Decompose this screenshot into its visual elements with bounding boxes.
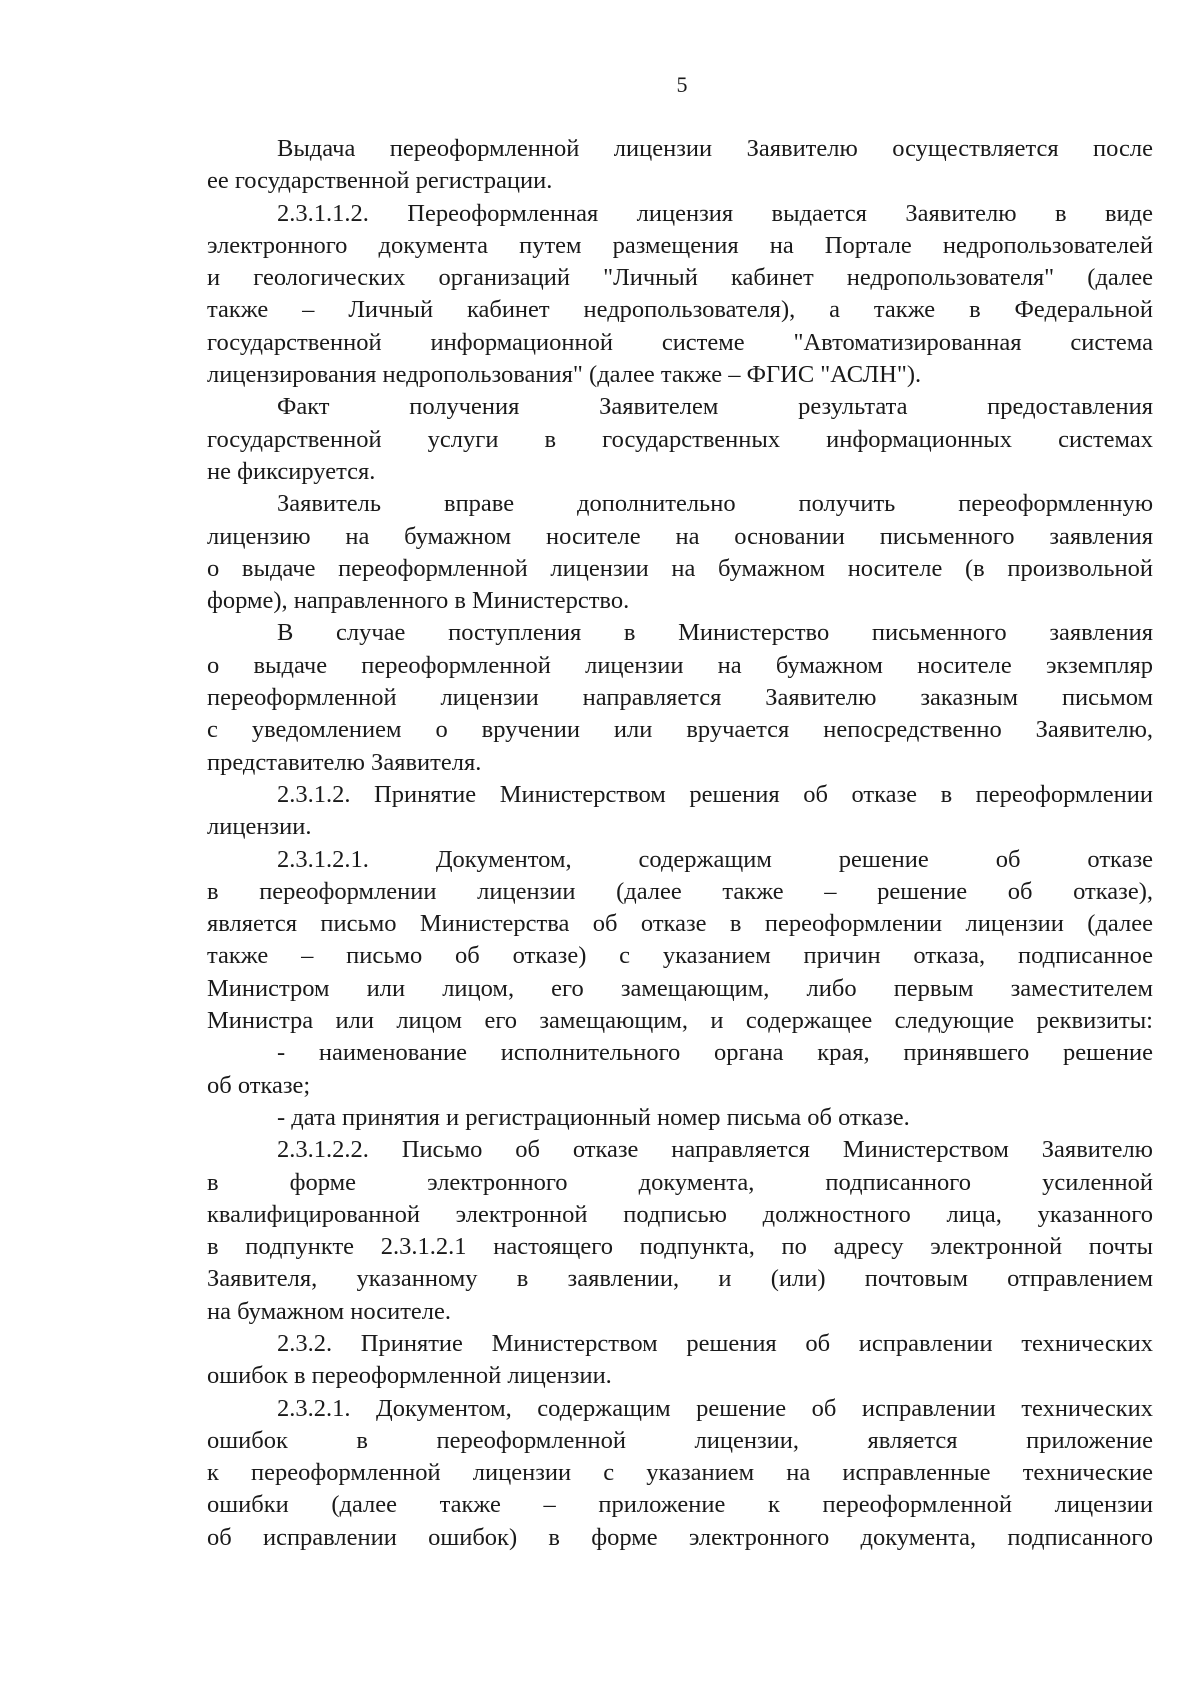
text-line: 2.3.1.2. Принятие Министерством решения об отказе в переоформлении — [277, 780, 1153, 808]
page-number: 5 — [676, 72, 688, 97]
text-line: государственной услуги в государственных информационных системах — [207, 425, 1153, 453]
text-line: форме), направленного в Министерство. — [207, 587, 630, 615]
text-line: Министра или лицом его замещающим, и содержащее следующие реквизиты: — [207, 1007, 1153, 1035]
text-line: ошибок в переоформленной лицензии. — [207, 1362, 612, 1390]
text-line: о выдаче переоформленной лицензии на бумажном носителе экземпляр — [207, 651, 1153, 679]
text-line: в подпункте 2.3.1.2.1 настоящего подпункта, по адресу электронной почты — [207, 1233, 1153, 1261]
text-line: Факт получения Заявителем результата предоставления — [277, 393, 1153, 421]
text-line: лицензирования недропользования" (далее также – ФГИС "АСЛН"). — [207, 361, 922, 389]
text-line: об отказе; — [207, 1071, 311, 1099]
text-line: также – письмо об отказе) с указанием причин отказа, подписанное — [207, 942, 1153, 970]
text-line: в форме электронного документа, подписанного усиленной — [207, 1168, 1153, 1196]
text-line: является письмо Министерства об отказе в переоформлении лицензии (далее — [207, 910, 1153, 938]
text-line: с уведомлением о вручении или вручается непосредственно Заявителю, — [207, 716, 1153, 744]
text-line: ошибок в переоформленной лицензии, является приложение — [207, 1426, 1153, 1454]
text-line: Заявителя, указанному в заявлении, и (или) почтовым отправлением — [207, 1265, 1153, 1293]
text-line: 2.3.2. Принятие Министерством решения об исправлении технических — [277, 1329, 1153, 1357]
text-line: государственной информационной системе "Автоматизированная система — [207, 328, 1153, 356]
text-line: 2.3.1.1.2. Переоформленная лицензия выдается Заявителю в виде — [277, 199, 1153, 227]
text-line: 2.3.1.2.2. Письмо об отказе направляется Министерством Заявителю — [277, 1136, 1153, 1164]
text-line: электронного документа путем размещения на Портале недропользователей — [207, 231, 1153, 259]
text-line: 2.3.2.1. Документом, содержащим решение об исправлении технических — [277, 1394, 1153, 1422]
text-line: - наименование исполнительного органа края, принявшего решение — [277, 1039, 1153, 1067]
document-body — [207, 133, 1153, 1554]
text-line: 2.3.1.2.1. Документом, содержащим решение об отказе — [277, 845, 1153, 873]
text-line: к переоформленной лицензии с указанием на исправленные технические — [207, 1459, 1153, 1487]
text-line: - дата принятия и регистрационный номер письма об отказе. — [277, 1103, 910, 1131]
text-line: также – Личный кабинет недропользователя), а также в Федеральной — [207, 296, 1153, 324]
text-line: о выдаче переоформленной лицензии на бумажном носителе (в произвольной — [207, 554, 1153, 582]
text-line: не фиксируется. — [207, 457, 376, 485]
text-line: квалифицированной электронной подписью должностного лица, указанного — [207, 1200, 1153, 1228]
text-line: В случае поступления в Министерство письменного заявления — [277, 619, 1153, 647]
text-line: ошибки (далее также – приложение к переоформленной лицензии — [207, 1491, 1153, 1519]
text-line: и геологических организаций "Личный кабинет недропользователя" (далее — [207, 264, 1153, 292]
text-line: Заявитель вправе дополнительно получить переоформленную — [277, 490, 1153, 518]
text-line: в переоформлении лицензии (далее также – решение об отказе), — [207, 877, 1153, 905]
text-line: об исправлении ошибок) в форме электронного документа, подписанного — [207, 1523, 1153, 1551]
text-line: лицензию на бумажном носителе на основании письменного заявления — [207, 522, 1153, 550]
text-line: ее государственной регистрации. — [207, 167, 553, 195]
text-line: лицензии. — [207, 813, 312, 841]
text-line: на бумажном носителе. — [207, 1297, 451, 1325]
text-line: представителю Заявителя. — [207, 748, 482, 776]
text-line: Выдача переоформленной лицензии Заявителю осуществляется после — [277, 135, 1153, 162]
text-line: переоформленной лицензии направляется Заявителю заказным письмом — [207, 684, 1153, 712]
text-line: Министром или лицом, его замещающим, либо первым заместителем — [207, 974, 1153, 1002]
